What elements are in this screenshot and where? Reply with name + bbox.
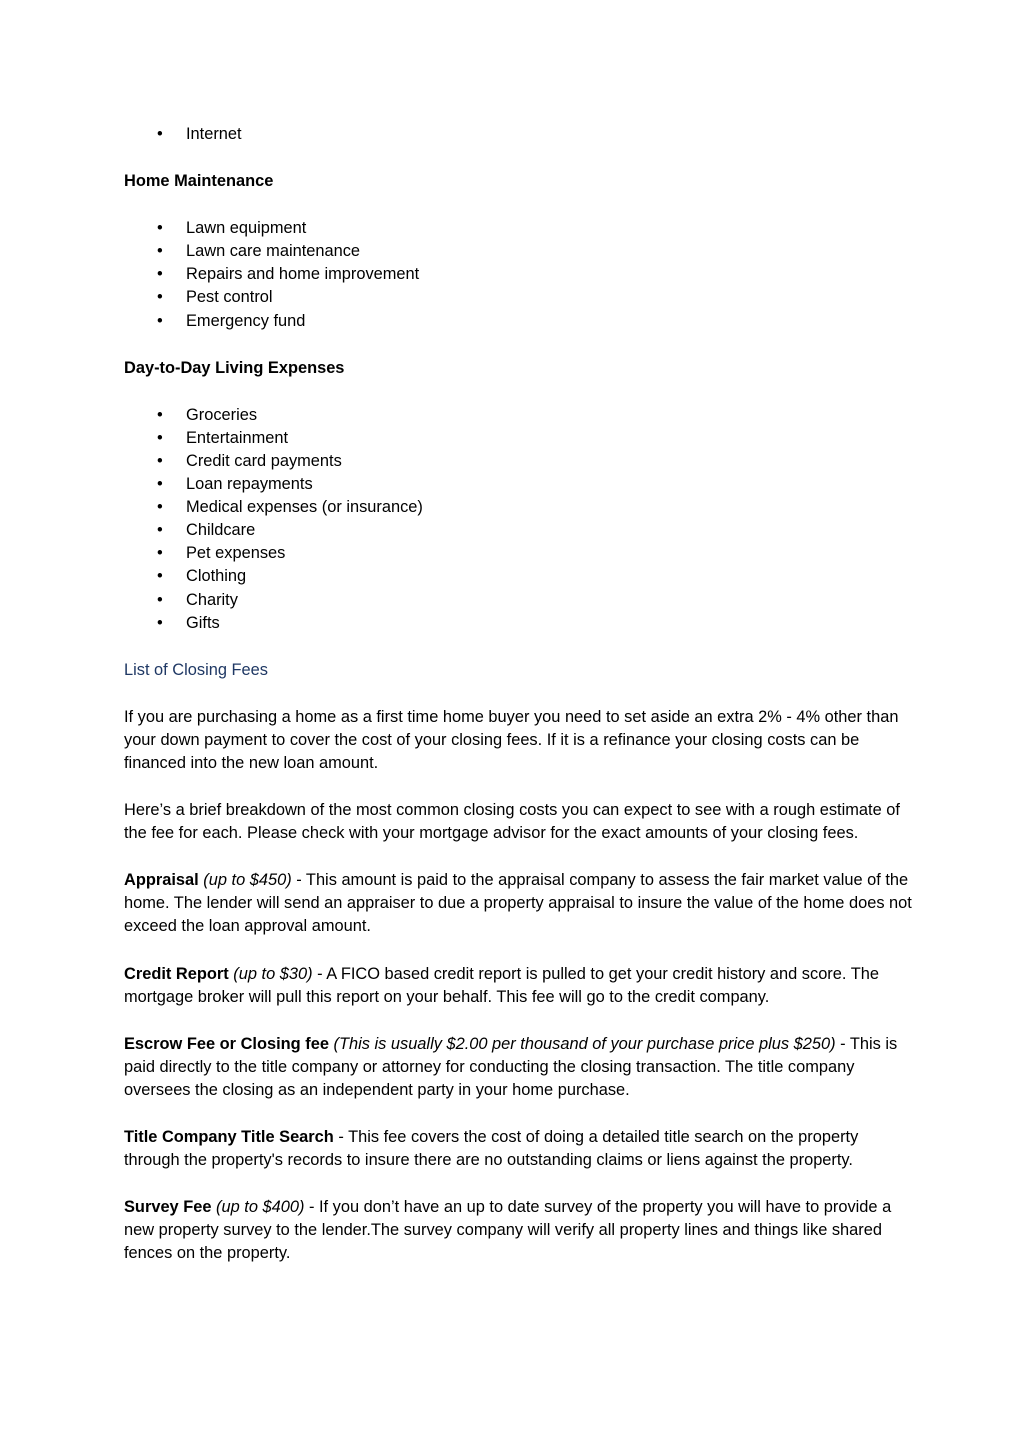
list-item — [124, 310, 914, 333]
bullet-icon: • — [157, 311, 163, 330]
fee-term: Escrow Fee or Closing fee — [124, 1034, 329, 1053]
list-item — [124, 286, 914, 309]
list-item-text: Gifts — [186, 613, 220, 632]
bullet-icon: • — [157, 125, 163, 143]
fee-note: (up to $30) — [233, 964, 313, 983]
list-item-text: Entertainment — [186, 428, 289, 447]
list-item-text: Lawn equipment — [186, 219, 307, 238]
list-item-text: Lawn care maintenance — [186, 242, 361, 261]
bullet-icon: • — [157, 405, 163, 424]
fee-description: - This fee covers the cost of doing a detailed title search on the property through the property's records to insure there are no outstanding claims or liens against the property. — [124, 1128, 859, 1170]
list-item-text: Loan repayments — [186, 475, 313, 494]
list-item — [124, 473, 914, 496]
bullet-icon: • — [157, 265, 163, 284]
fee-paragraph-escrow — [124, 1033, 914, 1102]
list-item-text: Charity — [186, 590, 238, 609]
list-item — [124, 217, 914, 240]
fee-description: - This is paid directly to the title company or attorney for conducting the closing transaction. The title company oversees the closing as an independent party in your home purchase. — [124, 1034, 898, 1099]
bullet-icon: • — [157, 242, 163, 261]
list-item — [124, 404, 914, 427]
fee-description: - This amount is paid to the appraisal company to assess the fair market value of the home. The lender will send an appraiser to due a property appraisal to insure the value of the home does not exceed the loan approval amount. — [124, 871, 912, 936]
list-item — [124, 496, 914, 519]
list-item — [124, 263, 914, 286]
bullet-icon: • — [157, 219, 163, 238]
list-item — [124, 450, 914, 473]
list-item-text: Credit card payments — [186, 451, 342, 470]
bullet-icon: • — [157, 288, 163, 307]
list-item-text: Emergency fund — [186, 311, 306, 330]
list-item — [124, 427, 914, 450]
list-item — [124, 519, 914, 542]
fee-paragraph-credit-report — [124, 963, 914, 1009]
fee-note: (up to $450) — [203, 871, 292, 890]
fee-paragraph-title-search — [124, 1126, 914, 1172]
fee-description: - A FICO based credit report is pulled to get your credit history and score. The mortgage broker will pull this report on your behalf. This fee will go to the credit company. — [124, 964, 879, 1006]
bullet-icon: • — [157, 590, 163, 609]
list-item — [124, 240, 914, 263]
fee-term: Title Company Title Search — [124, 1128, 334, 1146]
list-item — [124, 589, 914, 612]
closing-fees-title: List of Closing Fees — [124, 660, 268, 679]
list-item-text: Childcare — [186, 521, 256, 540]
document-page — [124, 123, 914, 1289]
bullet-icon: • — [157, 451, 163, 470]
fee-term: Credit Report — [124, 964, 229, 983]
fee-term: Appraisal — [124, 871, 199, 890]
fee-note: (This is usually $2.00 per thousand of your purchase price plus $250) — [333, 1034, 836, 1053]
list-item-text: Groceries — [186, 405, 258, 424]
fee-description: - If you don’t have an up to date survey of the property you will have to provide a new property survey to the lender.The survey company will verify all property lines and things like shared fences on the property. — [124, 1198, 892, 1263]
living-expenses-list — [124, 404, 914, 635]
home-maintenance-list — [124, 217, 914, 332]
list-item — [124, 612, 914, 635]
bullet-icon: • — [157, 428, 163, 447]
closing-fees-intro-paragraph: If you are purchasing a home as a first time home buyer you need to set aside an extra 2% - 4% other than your down payment to cover the cost of your closing fees. If it is a refinance your closing costs can be financed into the new loan amount. — [124, 707, 899, 772]
bullet-icon: • — [157, 613, 163, 632]
top-bullet-list — [124, 123, 914, 146]
bullet-icon: • — [157, 544, 163, 563]
list-item — [124, 542, 914, 565]
list-item-text: Repairs and home improvement — [186, 265, 420, 284]
fee-paragraph-survey — [124, 1196, 914, 1265]
list-item-text: Clothing — [186, 567, 247, 586]
bullet-icon: • — [157, 567, 163, 586]
list-item — [124, 565, 914, 588]
list-item-text: Medical expenses (or insurance) — [186, 498, 423, 517]
list-item-text: Pest control — [186, 288, 273, 307]
living-expenses-heading: Day-to-Day Living Expenses — [124, 358, 345, 377]
closing-fees-breakdown-paragraph: Here’s a brief breakdown of the most common closing costs you can expect to see with a rough estimate of the fee for each. Please check with your mortgage advisor for the exact amounts of your closing fees. — [124, 801, 900, 843]
fee-paragraph-appraisal — [124, 869, 914, 938]
list-item-text: Pet expenses — [186, 544, 286, 563]
bullet-icon: • — [157, 475, 163, 494]
fee-term: Survey Fee — [124, 1198, 212, 1217]
bullet-icon: • — [157, 521, 163, 540]
list-item-text: Internet — [186, 125, 242, 143]
list-item — [124, 123, 914, 146]
bullet-icon: • — [157, 498, 163, 517]
fee-note: (up to $400) — [216, 1198, 305, 1217]
home-maintenance-heading: Home Maintenance — [124, 172, 274, 191]
